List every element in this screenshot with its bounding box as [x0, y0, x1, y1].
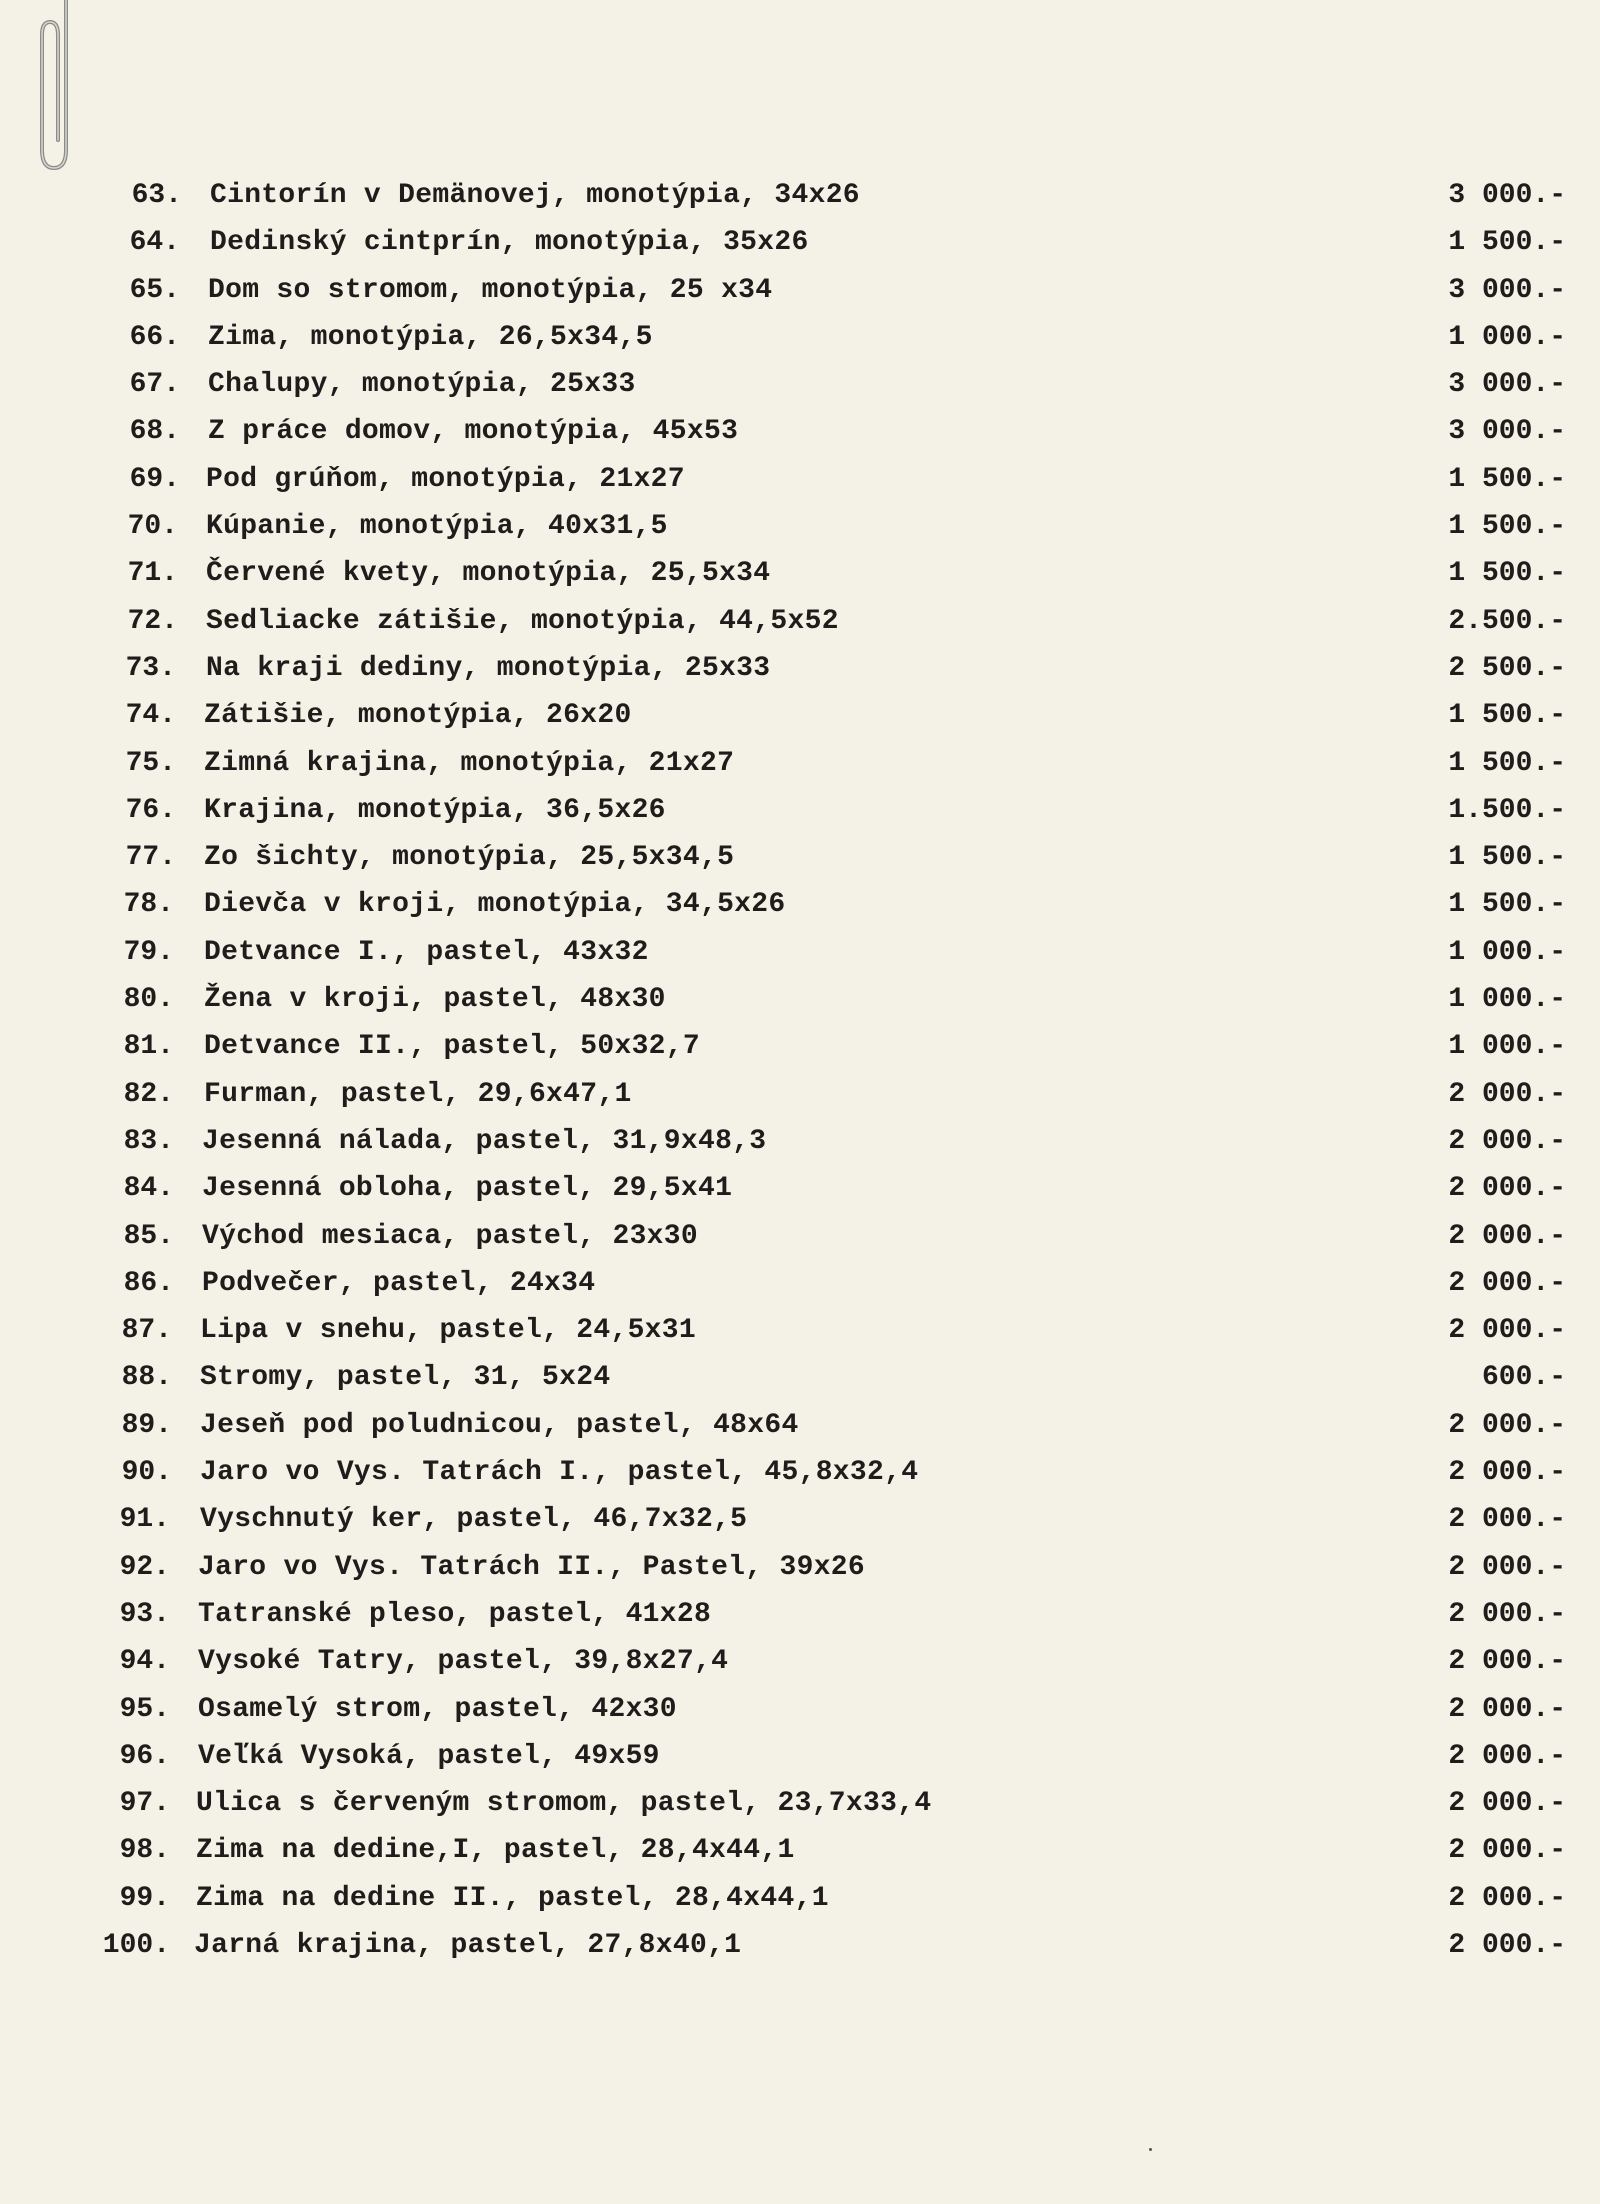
catalog-item: [0, 1827, 1600, 1874]
item-price: 1 500.-: [1448, 511, 1566, 543]
catalog-item: [0, 219, 1600, 266]
item-number: 98.: [119, 1835, 170, 1867]
item-title: Cintorín v Demänovej, monotýpia, 34x26: [210, 180, 860, 211]
item-number: 64.: [129, 227, 180, 259]
item-title: Detvance II., pastel, 50x32,7: [204, 1031, 700, 1063]
item-title: Zima na dedine II., pastel, 28,4x44,1: [196, 1882, 829, 1914]
item-price: 1 000.-: [1448, 984, 1566, 1016]
item-price: 1.500.-: [1448, 794, 1566, 826]
item-number: 89.: [121, 1409, 172, 1441]
item-title: Dom so stromom, monotýpia, 25 x34: [208, 274, 773, 306]
item-title: Jesenná nálada, pastel, 31,9x48,3: [202, 1125, 767, 1157]
item-number: 81.: [123, 1031, 174, 1063]
item-number: 94.: [119, 1646, 170, 1678]
item-number: 69.: [129, 463, 180, 495]
item-price: 2 000.-: [1448, 1929, 1566, 1961]
catalog-item: [0, 1260, 1600, 1307]
catalog-item: [0, 314, 1600, 361]
item-title: Ulica s červeným stromom, pastel, 23,7x33,4: [196, 1788, 932, 1820]
item-price: 1 000.-: [1448, 936, 1566, 968]
catalog-item: [0, 1544, 1600, 1591]
catalog-item: [0, 361, 1600, 408]
item-price: 1 500.-: [1448, 700, 1566, 732]
item-price: 1 000.-: [1448, 1031, 1566, 1063]
catalog-item: [0, 1118, 1600, 1165]
catalog-item: [0, 172, 1600, 219]
catalog-item: [0, 1307, 1600, 1354]
item-title: Zátišie, monotýpia, 26x20: [204, 700, 632, 732]
item-number: 70.: [127, 511, 178, 543]
catalog-list: [0, 172, 1600, 1969]
catalog-item: [0, 598, 1600, 645]
item-number: 79.: [123, 936, 174, 968]
item-title: Vysoké Tatry, pastel, 39,8x27,4: [198, 1646, 729, 1678]
item-number: 65.: [129, 274, 180, 306]
item-number: 83.: [123, 1125, 174, 1157]
item-price: 1 500.-: [1448, 227, 1566, 259]
catalog-item: [0, 267, 1600, 314]
catalog-item: [0, 1449, 1600, 1496]
item-title: Furman, pastel, 29,6x47,1: [204, 1078, 632, 1110]
item-number: 85.: [123, 1220, 174, 1252]
item-price: 3 000.-: [1448, 416, 1566, 448]
item-price: 3 000.-: [1448, 369, 1566, 401]
item-price: 2 000.-: [1448, 1882, 1566, 1914]
item-price: 2 000.-: [1448, 1598, 1566, 1630]
catalog-item: [0, 645, 1600, 692]
item-price: 2 000.-: [1448, 1740, 1566, 1772]
item-title: Zima, monotýpia, 26,5x34,5: [208, 321, 653, 353]
item-number: 66.: [129, 321, 180, 353]
catalog-item: [0, 1780, 1600, 1827]
item-title: Krajina, monotýpia, 36,5x26: [204, 794, 666, 826]
item-number: 96.: [119, 1740, 170, 1772]
item-title: Podvečer, pastel, 24x34: [202, 1267, 596, 1299]
item-number: 80.: [123, 984, 174, 1016]
item-price: 1 500.-: [1448, 889, 1566, 921]
catalog-item: [0, 1071, 1600, 1118]
item-price: 2.500.-: [1448, 605, 1566, 637]
item-title: Východ mesiaca, pastel, 23x30: [202, 1220, 698, 1252]
catalog-item: [0, 834, 1600, 881]
item-number: 74.: [125, 700, 176, 732]
item-number: 88.: [121, 1362, 172, 1394]
item-number: 100.: [102, 1929, 170, 1961]
item-title: Zimná krajina, monotýpia, 21x27: [204, 747, 735, 779]
item-title: Z práce domov, monotýpia, 45x53: [208, 416, 739, 448]
item-title: Lipa v snehu, pastel, 24,5x31: [200, 1315, 696, 1347]
item-price: 2 000.-: [1448, 1551, 1566, 1583]
item-price: 600.-: [1481, 1362, 1566, 1394]
catalog-item: [0, 1165, 1600, 1212]
item-title: Pod grúňom, monotýpia, 21x27: [206, 463, 685, 495]
catalog-item: [0, 1496, 1600, 1543]
item-price: 1 500.-: [1448, 463, 1566, 495]
item-number: 82.: [123, 1078, 174, 1110]
item-number: 97.: [119, 1788, 170, 1820]
item-price: 1 500.-: [1448, 747, 1566, 779]
item-title: Zo šichty, monotýpia, 25,5x34,5: [204, 842, 735, 874]
item-title: Sedliacke zátišie, monotýpia, 44,5x52: [206, 605, 839, 637]
catalog-item: [0, 1686, 1600, 1733]
speck: [1149, 2148, 1152, 2151]
catalog-item: [0, 408, 1600, 455]
catalog-item: [0, 1591, 1600, 1638]
item-title: Tatranské pleso, pastel, 41x28: [198, 1598, 712, 1630]
item-number: 93.: [119, 1598, 170, 1630]
catalog-item: [0, 929, 1600, 976]
item-price: 2 000.-: [1448, 1409, 1566, 1441]
item-price: 2 000.-: [1448, 1078, 1566, 1110]
catalog-item: [0, 692, 1600, 739]
paperclip-icon: [30, 0, 82, 175]
item-title: Jesenná obloha, pastel, 29,5x41: [202, 1173, 733, 1205]
item-title: Veľká Vysoká, pastel, 49x59: [198, 1740, 660, 1772]
item-price: 3 000.-: [1448, 180, 1566, 211]
item-number: 76.: [125, 794, 176, 826]
item-price: 2 000.-: [1448, 1315, 1566, 1347]
item-number: 78.: [123, 889, 174, 921]
item-number: 91.: [119, 1504, 170, 1536]
catalog-item: [0, 1733, 1600, 1780]
catalog-item: [0, 1354, 1600, 1401]
item-title: Jeseň pod poludnicou, pastel, 48x64: [200, 1409, 799, 1441]
item-number: 71.: [127, 558, 178, 590]
item-price: 1 500.-: [1448, 842, 1566, 874]
item-title: Červené kvety, monotýpia, 25,5x34: [206, 558, 771, 590]
item-number: 77.: [125, 842, 176, 874]
item-number: 75.: [125, 747, 176, 779]
catalog-item: [0, 456, 1600, 503]
item-title: Jarná krajina, pastel, 27,8x40,1: [194, 1929, 742, 1961]
item-title: Chalupy, monotýpia, 25x33: [208, 369, 636, 401]
item-number: 86.: [123, 1267, 174, 1299]
catalog-item: [0, 1875, 1600, 1922]
item-number: 84.: [123, 1173, 174, 1205]
item-price: 2 000.-: [1448, 1504, 1566, 1536]
item-price: 2 000.-: [1448, 1267, 1566, 1299]
item-price: 2 000.-: [1448, 1125, 1566, 1157]
item-price: 1 000.-: [1448, 321, 1566, 353]
catalog-item: [0, 550, 1600, 597]
item-number: 67.: [129, 369, 180, 401]
item-title: Vyschnutý ker, pastel, 46,7x32,5: [200, 1504, 748, 1536]
item-number: 68.: [129, 416, 180, 448]
item-title: Dedinský cintprín, monotýpia, 35x26: [210, 227, 809, 259]
catalog-item: [0, 881, 1600, 928]
item-number: 90.: [121, 1457, 172, 1489]
item-number: 92.: [119, 1551, 170, 1583]
item-price: 2 000.-: [1448, 1646, 1566, 1678]
item-price: 2 000.-: [1448, 1693, 1566, 1725]
item-title: Kúpanie, monotýpia, 40x31,5: [206, 511, 668, 543]
item-title: Žena v kroji, pastel, 48x30: [204, 984, 666, 1016]
item-title: Jaro vo Vys. Tatrách II., Pastel, 39x26: [198, 1551, 866, 1583]
item-number: 87.: [121, 1315, 172, 1347]
item-price: 1 500.-: [1448, 558, 1566, 590]
catalog-item: [0, 1023, 1600, 1070]
catalog-item: [0, 1213, 1600, 1260]
item-price: 2 000.-: [1448, 1788, 1566, 1820]
catalog-item: [0, 503, 1600, 550]
item-number: 72.: [127, 605, 178, 637]
item-title: Stromy, pastel, 31, 5x24: [200, 1362, 611, 1394]
item-number: 73.: [125, 652, 176, 684]
item-price: 2 000.-: [1448, 1220, 1566, 1252]
item-title: Zima na dedine,I, pastel, 28,4x44,1: [196, 1835, 795, 1867]
catalog-item: [0, 740, 1600, 787]
item-price: 3 000.-: [1448, 274, 1566, 306]
item-price: 2 000.-: [1448, 1173, 1566, 1205]
item-number: 99.: [119, 1882, 170, 1914]
item-title: Osamelý strom, pastel, 42x30: [198, 1693, 677, 1725]
item-title: Dievča v kroji, monotýpia, 34,5x26: [204, 889, 786, 921]
item-number: 95.: [119, 1693, 170, 1725]
catalog-item: [0, 787, 1600, 834]
item-title: Detvance I., pastel, 43x32: [204, 936, 649, 968]
item-title: Na kraji dediny, monotýpia, 25x33: [206, 652, 771, 684]
catalog-item: [0, 1922, 1600, 1969]
catalog-item: [0, 976, 1600, 1023]
item-price: 2 000.-: [1448, 1457, 1566, 1489]
item-price: 2 500.-: [1448, 652, 1566, 684]
item-price: 2 000.-: [1448, 1835, 1566, 1867]
item-number: 63.: [131, 180, 182, 211]
catalog-item: [0, 1402, 1600, 1449]
item-title: Jaro vo Vys. Tatrách I., pastel, 45,8x32,4: [200, 1457, 919, 1489]
catalog-item: [0, 1638, 1600, 1685]
